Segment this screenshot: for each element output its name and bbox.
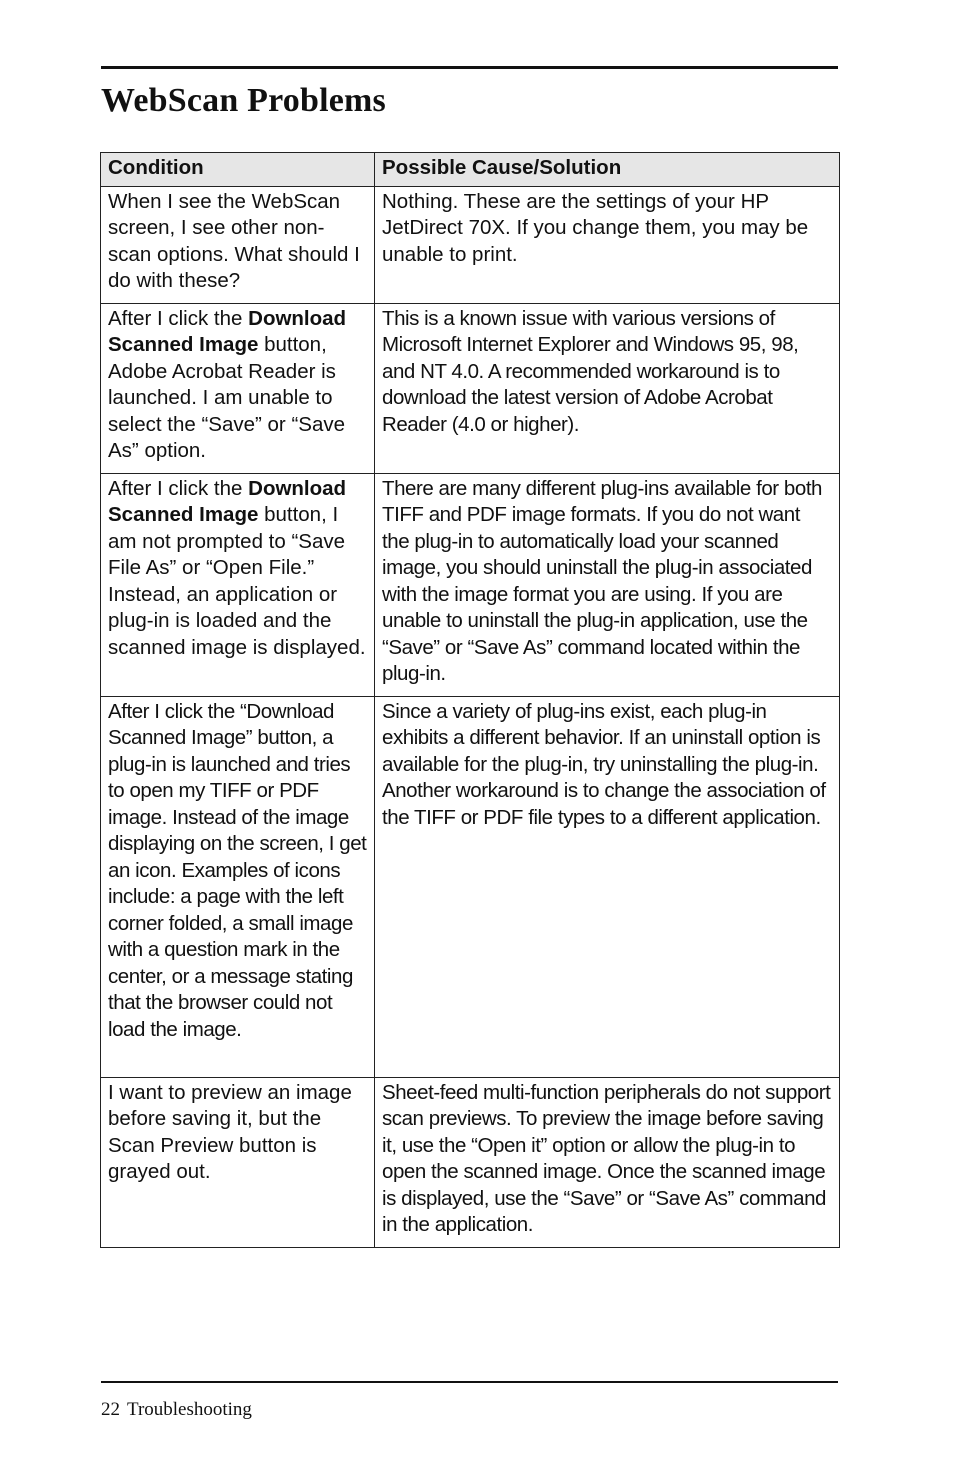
- solution-cell: Since a variety of plug-ins exist, each plug-in exhibits a different behavior. If an uninstall option is available for the plug-in, try uninstalling the plug-in. Another workaround is to change the association of the TIFF or PDF file types to a different application.: [375, 696, 840, 1077]
- footer-rule: [101, 1381, 838, 1383]
- table-row: [101, 303, 840, 473]
- solution-cell: Sheet-feed multi-function peripherals do not support scan previews. To preview the image before saving it, use the “Open it” option or allow the plug-in to open the scanned image. Once the scanned image is displayed, use the “Save” or “Save As” command in the application.: [375, 1077, 840, 1247]
- download-scanned-image-label: Download Scanned Image: [108, 306, 347, 356]
- condition-text-lead: After I click the: [108, 306, 249, 330]
- condition-cell: I want to preview an image before saving it, but the Scan Preview button is grayed out.: [101, 1077, 375, 1247]
- page-title: WebScan Problems: [101, 82, 386, 119]
- column-header-condition: Condition: [101, 153, 375, 187]
- solution-cell: Nothing. These are the settings of your HP JetDirect 70X. If you change them, you may be unable to print.: [375, 186, 840, 303]
- condition-text-rest: button, Adobe Acrobat Reader is launched. I am unable to select the “Save” or “Save As” option.: [108, 333, 345, 462]
- download-scanned-image-label: Download Scanned Image: [108, 476, 347, 526]
- solution-cell: This is a known issue with various versions of Microsoft Internet Explorer and Windows 95, 98, and NT 4.0. A recommended workaround is to download the latest version of Adobe Acrobat Reader (4.0 or higher).: [375, 303, 840, 473]
- page-number: 22: [101, 1399, 120, 1420]
- condition-cell: When I see the WebScan screen, I see other non-scan options. What should I do with these?: [101, 186, 375, 303]
- condition-text-lead: After I click the: [108, 476, 249, 500]
- table-row: [101, 1077, 840, 1247]
- table-row: [101, 473, 840, 696]
- table-row: [101, 696, 840, 1077]
- page-footer: [101, 1398, 252, 1422]
- condition-cell: [101, 473, 375, 696]
- table-row: [101, 186, 840, 303]
- table-header-row: [101, 153, 840, 187]
- condition-cell: After I click the “Download Scanned Image” button, a plug-in is launched and tries to open my TIFF or PDF image. Instead of the image displaying on the screen, I get an icon. Examples of icons include: a page with the left corner folded, a small image with a question mark in the center, or a message stating that the browser could not load the image.: [101, 696, 375, 1077]
- section-name: Troubleshooting: [127, 1399, 252, 1420]
- condition-cell: [101, 303, 375, 473]
- column-header-solution: Possible Cause/Solution: [375, 153, 840, 187]
- solution-cell: There are many different plug-ins available for both TIFF and PDF image formats. If you do not want the plug-in to automatically load your scanned image, you should uninstall the plug-in associated with the image format you are using. If you are unable to uninstall the plug-in application, use the “Save” or “Save As” command located within the plug-in.: [375, 473, 840, 696]
- troubleshooting-table: [100, 152, 840, 1248]
- header-rule: [101, 66, 838, 69]
- condition-text-rest: button, I am not prompted to “Save File As” or “Open File.” Instead, an application or plug-in is loaded and the scanned image is displayed.: [108, 503, 366, 659]
